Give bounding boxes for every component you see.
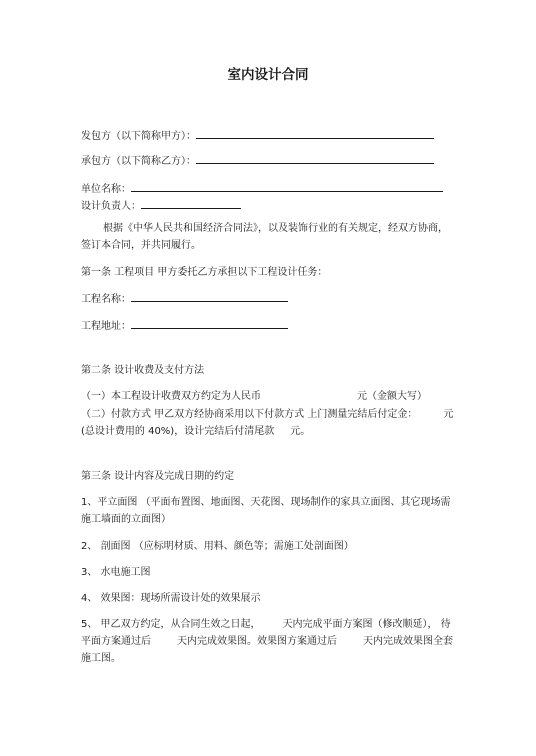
item-1-line-1: 1、平立面图 （平面布置图、地面图、天花图、现场制作的家具立面图、其它现场需	[81, 497, 451, 508]
item-2: 2、 剖面图 （应标明材质、用料、颜色等；需施工处剖面图）	[81, 541, 354, 552]
article-1-heading: 第一条 工程项目 甲方委托乙方承担以下工程设计任务：	[81, 267, 328, 278]
item-5-text-e: 天内完成效果图全套	[363, 636, 453, 647]
fee-3-suffix: 元。	[290, 426, 311, 437]
designer-line	[81, 198, 241, 214]
project-name-line	[81, 291, 288, 307]
item-1-line-2: 施工墙面的立面图）	[81, 514, 171, 525]
party-b-label: 承包方（以下简称乙方）：	[81, 156, 196, 167]
item-5-line-1	[81, 618, 451, 632]
fee-line-2	[81, 408, 453, 422]
intro-line-1: 根据《中华人民共和国经济合同法》，以及装饰行业的有关规定，经双方协商，	[103, 223, 448, 234]
fee-1-suffix: 元（金额大写）	[357, 391, 427, 402]
item-5-text-b: 天内完成平面方案图（修改顺延）， 待	[282, 619, 451, 630]
unit-line	[81, 181, 443, 197]
item-3: 3、 水电施工图	[81, 567, 151, 578]
project-addr-blank[interactable]	[131, 318, 288, 329]
article-2-heading: 第二条 设计收费及支付方法	[81, 365, 205, 376]
project-addr-label: 工程地址：	[81, 321, 131, 332]
fee-3-text: (总设计费用的 40%)，设计完结后付清尾款	[81, 426, 275, 437]
fee-line-3	[81, 425, 310, 439]
party-a-blank[interactable]	[196, 128, 434, 139]
fee-line-1	[81, 390, 427, 404]
article-3-heading: 第三条 设计内容及完成日期的约定	[81, 471, 235, 482]
fee-1-text: （一）本工程设计收费双方约定为人民币	[81, 391, 261, 402]
project-name-label: 工程名称：	[81, 294, 131, 305]
unit-label: 单位名称：	[81, 184, 131, 195]
designer-blank[interactable]	[141, 198, 241, 209]
page-title: 室内设计合同	[227, 67, 309, 83]
item-5-text-d: 天内完成效果图。效果图方案通过后	[177, 636, 337, 647]
intro-line-2: 签订本合同，并共同履行。	[81, 240, 201, 251]
item-5-text-a: 5、 甲乙双方约定，从合同生效之日起，	[81, 619, 261, 630]
fee-2-text: （二）付款方式 甲乙双方经协商采用以下付款方式 上门测量完结后付定金：	[81, 409, 418, 420]
fee-2-suffix: 元	[443, 409, 454, 420]
party-a-line	[81, 128, 434, 144]
party-b-blank[interactable]	[196, 153, 434, 164]
item-5-line-2	[81, 635, 453, 649]
item-5-line-3: 施工图。	[81, 653, 121, 664]
project-name-blank[interactable]	[131, 291, 288, 302]
item-4: 4、 效果图：现场所需设计处的效果展示	[81, 593, 261, 604]
item-5-text-c: 平面方案通过后	[81, 636, 151, 647]
unit-blank[interactable]	[131, 181, 443, 192]
party-b-line	[81, 153, 434, 169]
party-a-label: 发包方（以下简称甲方）：	[81, 131, 196, 142]
designer-label: 设计负责人：	[81, 201, 141, 212]
project-addr-line	[81, 318, 288, 334]
